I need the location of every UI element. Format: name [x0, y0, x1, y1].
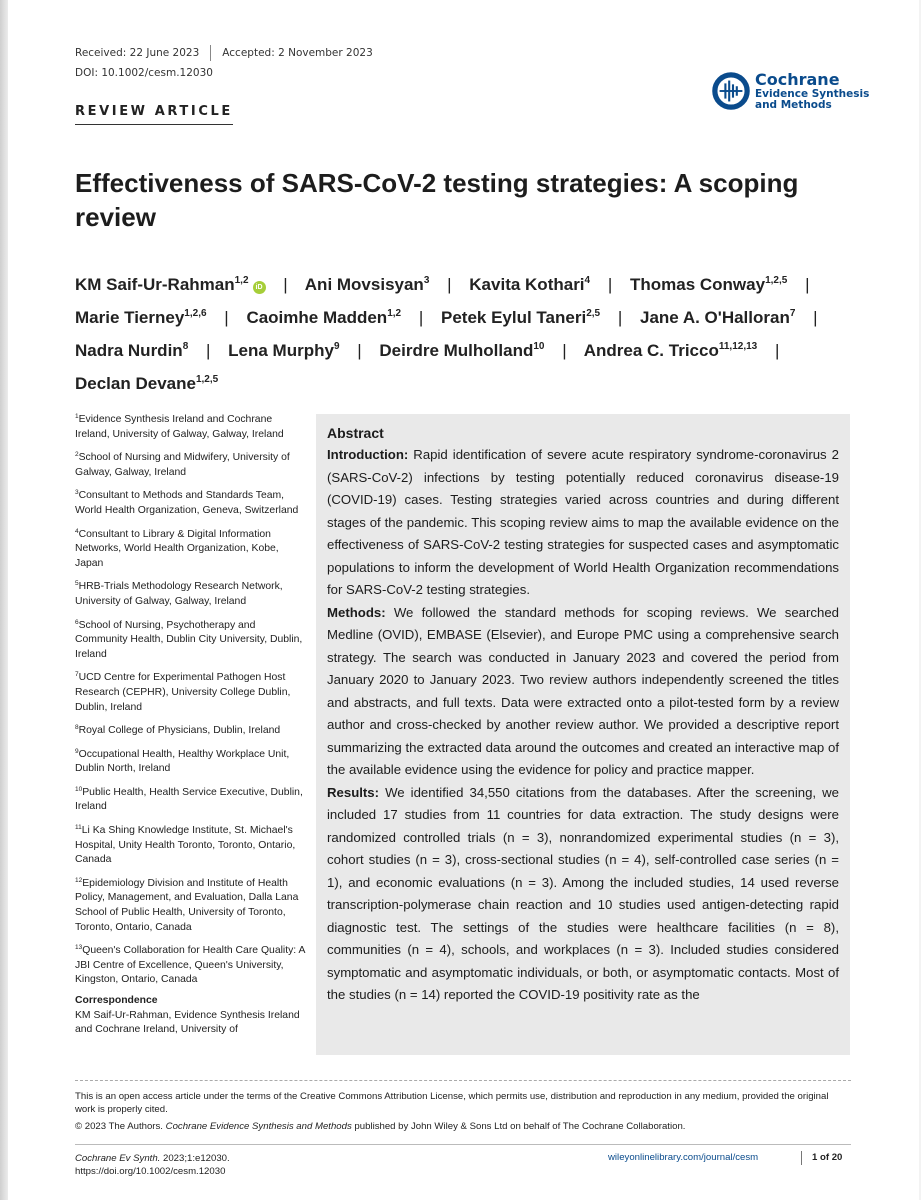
- author-name[interactable]: [469, 275, 590, 294]
- methods-text: We followed the standard methods for scoping reviews. We searched Medline (OVID), EMBASE (Elsevier), and Europe PMC using a comprehensive search strategy. The search was conducted in January 2023 and covered the period from January 2020 to January 2023. Two review authors independently screened the titles and abstracts, and full texts. Data were extracted onto a pilot-tested form by a review author and cross-checked by another review author. We provided a descriptive report summarizing the extracted data around the outcomes and created an interactive map of the available evidence using the evidence for policy and practice mapper.: [327, 604, 839, 777]
- affiliation-text: Li Ka Shing Knowledge Institute, St. Michael's Hospital, Unity Health Toronto, Toronto, Ontario, Canada: [75, 825, 296, 866]
- author-name-text: Caoimhe Madden: [246, 308, 388, 327]
- author-affiliation-marker: 1,2: [387, 308, 402, 319]
- meta-divider: [210, 45, 211, 61]
- citation-volume: 2023;1:e12030.: [160, 1153, 230, 1164]
- author-separator: |: [813, 308, 818, 327]
- affiliation-text: School of Nursing and Midwifery, University of Galway, Galway, Ireland: [75, 452, 290, 478]
- author-name-text: Lena Murphy: [228, 341, 334, 360]
- affiliation-number: 8: [75, 724, 79, 732]
- abstract-methods: [327, 602, 839, 782]
- author-affiliation-marker: 1,2,5: [765, 275, 788, 286]
- affiliation-item: [75, 668, 305, 715]
- abstract-introduction: [327, 444, 839, 602]
- affiliation-text: HRB-Trials Methodology Research Network, University of Galway, Galway, Ireland: [75, 581, 283, 607]
- logo-name: Cochrane: [755, 70, 840, 89]
- affiliations: [75, 410, 305, 1038]
- intro-text: Rapid identification of severe acute respiratory syndrome-coronavirus 2 (SARS-CoV-2) infections by testing potentially reduced coronavirus disease-19 (COVID-19) cases. Testing strategies varied across countries and during different stages of the pandemic. This scoping review aims to map the available evidence on the effectiveness of SARS-CoV-2 testing strategies for suspected cases and asymptomatic populations to inform the development of World Health Organization recommendations for SARS-CoV-2 testing strategies.: [327, 447, 839, 597]
- received-date: Received: 22 June 2023: [75, 46, 200, 59]
- author-name-text: Marie Tierney: [75, 308, 185, 327]
- affiliation-item: [75, 821, 305, 868]
- author-affiliation-marker: 4: [584, 275, 591, 286]
- affiliation-item: [75, 577, 305, 609]
- affiliation-number: 12: [75, 876, 83, 884]
- author-list: [75, 266, 855, 398]
- author-separator: |: [562, 341, 567, 360]
- page-number: 1 of 20: [812, 1152, 843, 1163]
- author-separator: |: [418, 308, 424, 327]
- orcid-icon[interactable]: iD: [253, 281, 266, 294]
- methods-label: Methods:: [327, 604, 386, 620]
- bottom-divider: [75, 1144, 851, 1145]
- article-meta: [75, 44, 373, 79]
- affiliation-number: 7: [75, 671, 79, 679]
- affiliation-number: 2: [75, 451, 79, 459]
- copyright-journal: Cochrane Evidence Synthesis and Methods: [165, 1120, 352, 1132]
- citation-journal: Cochrane Ev Synth.: [75, 1153, 161, 1164]
- affiliation-number: 3: [75, 489, 79, 497]
- author-separator: |: [617, 308, 623, 327]
- intro-label: Introduction:: [327, 447, 409, 462]
- author-affiliation-marker: 8: [182, 341, 189, 352]
- article-type-label: REVIEW ARTICLE: [75, 104, 233, 125]
- author-name-text: Declan Devane: [75, 374, 196, 393]
- license-notice: [75, 1090, 851, 1133]
- affiliation-number: 13: [75, 944, 83, 952]
- affiliation-text: UCD Centre for Experimental Pathogen Host Research (CEPHR), University College Dublin, Dublin, Ireland: [75, 672, 291, 713]
- article-title: Effectiveness of SARS-CoV-2 testing strategies: A scoping review: [75, 168, 799, 232]
- author-separator: |: [205, 341, 211, 360]
- author-name[interactable]: [640, 308, 795, 327]
- affiliation-text: Queen's Collaboration for Health Care Quality: A JBI Centre of Excellence, Queen's University, Kingston, Ontario, Canada: [75, 945, 305, 986]
- author-name[interactable]: [75, 341, 188, 360]
- affiliation-text: Epidemiology Division and Institute of Health Policy, Management, and Evaluation, Dalla Lana School of Public Health, University of Toronto, Toronto, Ontario, Canada: [75, 877, 299, 933]
- author-name-text: Jane A. O'Halloran: [639, 308, 790, 327]
- author-separator: |: [607, 275, 613, 294]
- affiliation-number: 10: [75, 785, 83, 793]
- author-separator: |: [774, 341, 780, 360]
- affiliation-item: [75, 941, 305, 988]
- affiliation-item: [75, 874, 305, 935]
- correspondence-heading: Correspondence: [75, 995, 158, 1006]
- copyright-suffix: published by John Wiley & Sons Ltd on behalf of The Cochrane Collaboration.: [351, 1120, 686, 1132]
- abstract-heading: Abstract: [327, 425, 384, 441]
- affiliation-text: Evidence Synthesis Ireland and Cochrane Ireland, University of Galway, Galway, Ireland: [75, 414, 284, 440]
- page-edge-shadow: [0, 0, 8, 1200]
- affiliation-number: 1: [75, 413, 79, 420]
- affiliation-text: Consultant to Library & Digital Information Networks, World Health Organization, Kobe, Japan: [75, 528, 279, 569]
- author-affiliation-marker: 10: [533, 341, 545, 352]
- author-name[interactable]: [584, 341, 757, 360]
- copyright-prefix: © 2023 The Authors.: [75, 1120, 166, 1132]
- license-text: This is an open access article under the terms of the Creative Commons Attribution License, which permits use, distribution and reproduction in any medium, provided the original work is properly cited.: [75, 1091, 829, 1116]
- affiliation-number: 4: [75, 527, 79, 535]
- author-affiliation-marker: 11,12,13: [718, 341, 758, 352]
- footer-divider: [75, 1080, 851, 1081]
- affiliation-item: [75, 486, 305, 518]
- author-name[interactable]: [246, 308, 401, 327]
- journal-citation: [75, 1152, 230, 1179]
- logo-subtitle-1: Evidence Synthesis: [755, 87, 870, 100]
- author-name[interactable]: [379, 341, 544, 360]
- author-name-text: Andrea C. Tricco: [583, 341, 719, 360]
- author-name-text: Kavita Kothari: [469, 275, 585, 294]
- author-affiliation-marker: 9: [333, 341, 340, 352]
- journal-site-link[interactable]: wileyonlinelibrary.com/journal/cesm: [608, 1152, 759, 1163]
- author-separator: |: [805, 275, 810, 294]
- abstract-results: [327, 782, 839, 1007]
- affiliation-text: Royal College of Physicians, Dublin, Ireland: [78, 725, 281, 737]
- author-name[interactable]: [441, 308, 600, 327]
- author-affiliation-marker: 3: [423, 275, 430, 286]
- affiliation-number: 6: [75, 618, 79, 626]
- author-name[interactable]: [75, 308, 207, 327]
- author-name[interactable]: [630, 275, 787, 294]
- affiliation-number: 5: [75, 580, 79, 588]
- author-separator: |: [224, 308, 229, 327]
- author-name-text: Nadra Nurdin: [75, 341, 183, 360]
- author-name-text: Deirdre Mulholland: [379, 341, 534, 360]
- results-text: We identified 34,550 citations from the databases. After the screening, we included 17 studies from 11 countries for data extraction. The study designs were randomized controlled trials (n = 3), nonrandomized experimental studies (n = 3), cohort studies (n = 3), cross-sectional studies (n = 4), self-controlled case series (n = 1), and economic evaluations (n = 3). Among the included studies, 14 used reverse transcription-polymerase chain reaction and 10 studies used antigen-detecting rapid diagnostic test. The settings of the studies were healthcare facilities (n = 8), communities (n = 4), schools, and workplaces (n = 3). Included studies considered symptomatic and asymptomatic individuals, or both, or asymptomatic contacts. Most of the studies (n = 14) reported the COVID-19 positivity rate as the: [327, 784, 839, 1002]
- author-name[interactable]: [75, 275, 266, 294]
- affiliation-item: [75, 745, 305, 777]
- cochrane-logo[interactable]: [712, 72, 869, 111]
- affiliation-text: School of Nursing, Psychotherapy and Community Health, Dublin City University, Dublin, Ireland: [75, 619, 303, 660]
- author-separator: |: [447, 275, 452, 294]
- affiliation-item: [75, 448, 305, 480]
- author-name-text: Petek Eylul Taneri: [440, 308, 587, 327]
- affiliation-item: [75, 410, 305, 442]
- author-affiliation-marker: 7: [789, 308, 796, 319]
- author-affiliation-marker: 1,2: [234, 275, 249, 286]
- author-separator: |: [357, 341, 362, 360]
- affiliation-number: 9: [75, 747, 79, 755]
- copyright: [75, 1120, 851, 1133]
- affiliation-item: [75, 721, 305, 739]
- affiliation-number: 11: [75, 824, 82, 832]
- author-name[interactable]: [305, 275, 430, 294]
- affiliation-item: [75, 616, 305, 663]
- cochrane-logo-icon: [712, 72, 750, 110]
- author-affiliation-marker: 2,5: [586, 308, 601, 319]
- doi[interactable]: DOI: 10.1002/cesm.12030: [75, 67, 213, 79]
- affiliation-item: [75, 783, 305, 815]
- author-name[interactable]: [75, 374, 218, 393]
- affiliation-text: Consultant to Methods and Standards Team, World Health Organization, Geneva, Switzerland: [75, 490, 299, 516]
- abstract-box: [316, 414, 850, 1055]
- page-number-divider: [801, 1151, 802, 1165]
- author-name-text: KM Saif-Ur-Rahman: [75, 275, 235, 294]
- author-name-text: Ani Movsisyan: [304, 275, 424, 294]
- author-name[interactable]: [228, 341, 339, 360]
- affiliation-text: Occupational Health, Healthy Workplace Unit, Dublin North, Ireland: [75, 748, 290, 775]
- paper-page: [8, 0, 919, 1200]
- citation-url[interactable]: https://doi.org/10.1002/cesm.12030: [75, 1166, 226, 1178]
- logo-subtitle-2: and Methods: [755, 98, 832, 111]
- author-name-text: Thomas Conway: [629, 275, 766, 294]
- author-affiliation-marker: 1,2,5: [195, 374, 219, 385]
- affiliation-text: Public Health, Health Service Executive, Dublin, Ireland: [75, 786, 303, 813]
- correspondence-text: KM Saif-Ur-Rahman, Evidence Synthesis Ireland and Cochrane Ireland, University of: [75, 1009, 300, 1036]
- affiliation-item: [75, 525, 305, 572]
- accepted-date: Accepted: 2 November 2023: [222, 46, 373, 59]
- results-label: Results:: [327, 784, 380, 800]
- author-separator: |: [283, 275, 288, 294]
- author-affiliation-marker: 1,2,6: [184, 308, 207, 319]
